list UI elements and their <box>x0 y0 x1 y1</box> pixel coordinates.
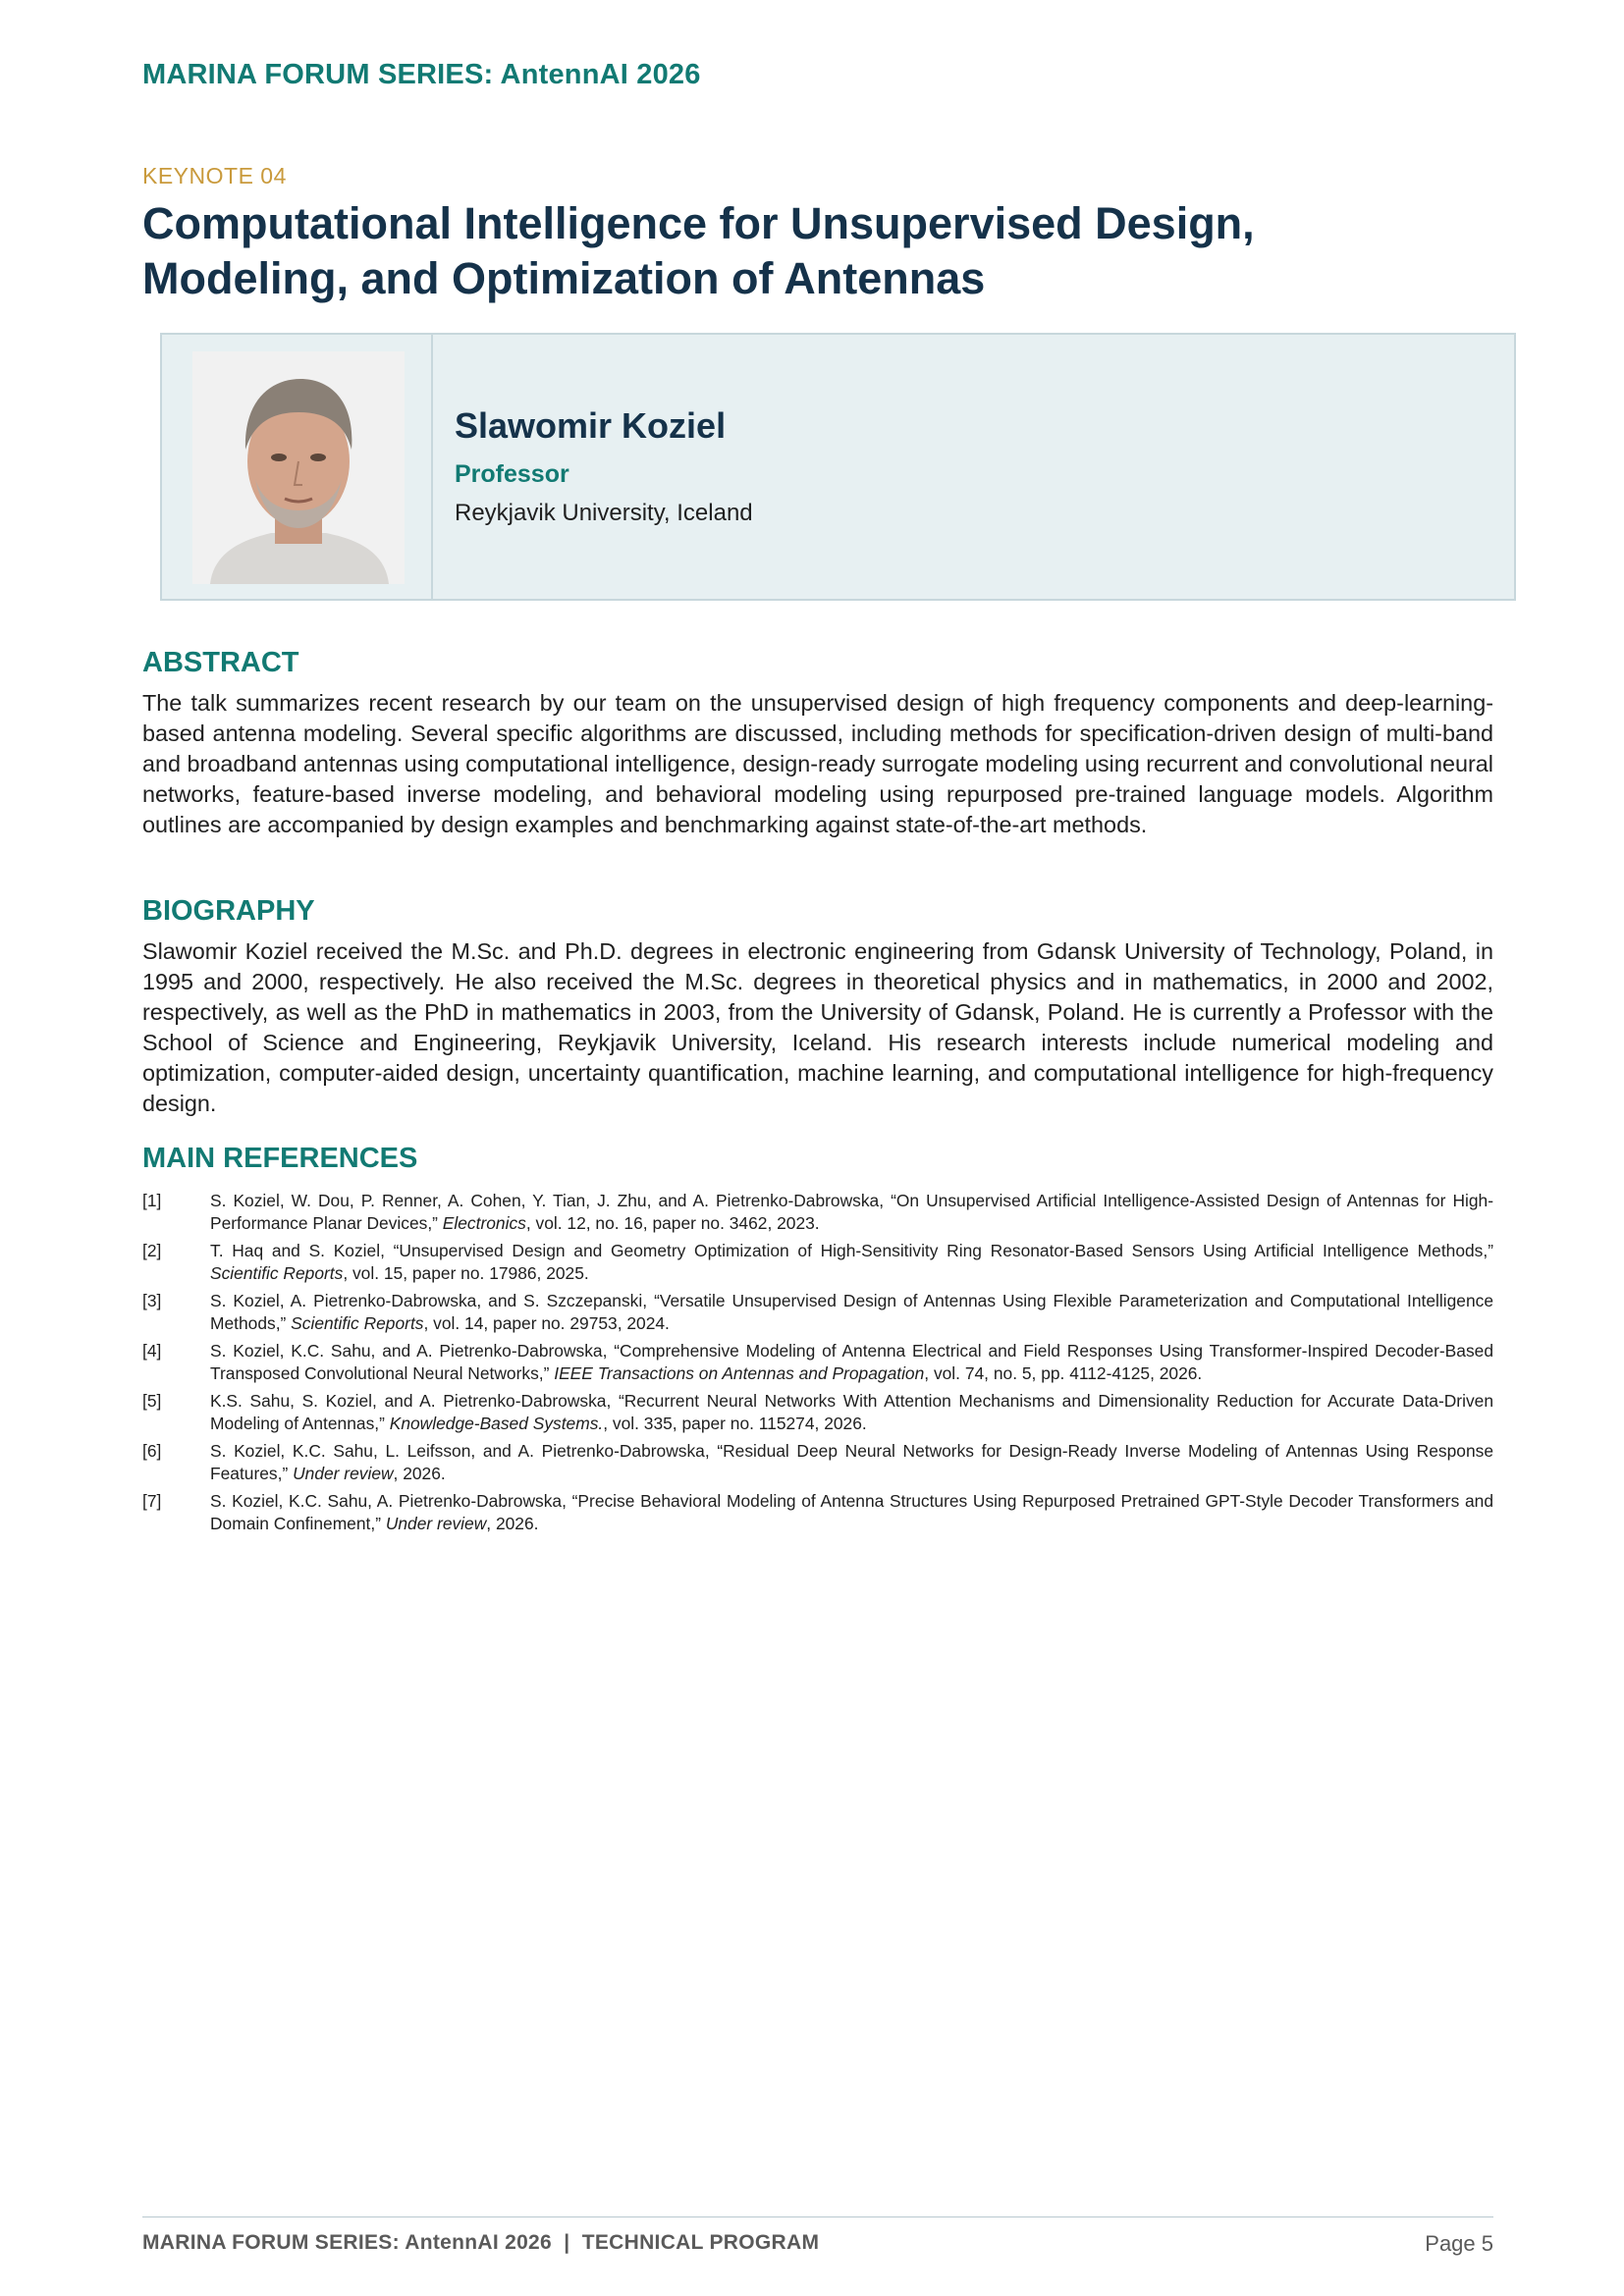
series-header: MARINA FORUM SERIES: AntennAI 2026 <box>142 59 701 90</box>
reference-venue: Under review <box>385 1514 487 1533</box>
footer-series: MARINA FORUM SERIES: AntennAI 2026 | TECHNICAL PROGRAM <box>142 2231 820 2254</box>
reference-venue: IEEE Transactions on Antennas and Propagation <box>554 1363 925 1383</box>
reference-citation: S. Koziel, K.C. Sahu, L. Leifsson, and A. Pietrenko-Dabrowska, “Residual Deep Neural Networks for Design-Ready Inverse Modeling of Antennas Using Response Features,” <box>210 1441 1493 1483</box>
reference-text <box>210 1490 1493 1535</box>
reference-citation: S. Koziel, K.C. Sahu, A. Pietrenko-Dabrowska, “Precise Behavioral Modeling of Antenna Structures Using Repurposed Pretrained GPT-Style Decoder Transformers and Domain Confinement,” <box>210 1491 1493 1533</box>
speaker-photo-cell <box>162 335 433 599</box>
biography-heading: BIOGRAPHY <box>142 895 315 927</box>
reference-item <box>142 1240 1493 1285</box>
speaker-card <box>160 333 1516 601</box>
reference-item <box>142 1440 1493 1485</box>
reference-text <box>210 1290 1493 1335</box>
reference-number: [4] <box>142 1341 162 1361</box>
reference-item <box>142 1390 1493 1435</box>
reference-citation: S. Koziel, W. Dou, P. Renner, A. Cohen, Y. Tian, J. Zhu, and A. Pietrenko-Dabrowska, “On Unsupervised Artificial Intelligence-Assisted Design of Antennas for High-Performance Planar Devices,” <box>210 1191 1493 1233</box>
reference-number: [2] <box>142 1241 162 1260</box>
reference-text <box>210 1390 1493 1435</box>
reference-number: [6] <box>142 1441 162 1461</box>
reference-citation: S. Koziel, A. Pietrenko-Dabrowska, and S. Szczepanski, “Versatile Unsupervised Design of Antennas Using Flexible Parameterization and Computational Intelligence Methods,” <box>210 1291 1493 1333</box>
reference-venue: Scientific Reports <box>210 1263 344 1283</box>
biography-text: Slawomir Koziel received the M.Sc. and Ph.D. degrees in electronic engineering from Gdansk University of Technology, Poland, in 1995 and 2000, respectively. He also received the M.Sc. degrees in theoretical physics and in mathematics, in 2000 and 2002, respectively, as well as the PhD in mathematics in 2003, from the University of Gdansk, Poland. He is currently a Professor with the School of Science and Engineering, Reykjavik University, Iceland. His research interests include numerical modeling and optimization, computer-aided design, uncertainty quantification, machine learning, and computational intelligence for high-frequency design. <box>142 938 1493 1116</box>
reference-venue: Scientific Reports <box>291 1313 424 1333</box>
reference-number: [7] <box>142 1491 162 1511</box>
reference-details: , vol. 335, paper no. 115274, 2026. <box>603 1414 867 1433</box>
reference-number: [1] <box>142 1191 162 1210</box>
reference-venue: Knowledge-Based Systems. <box>389 1414 604 1433</box>
speaker-photo <box>192 351 405 584</box>
references-heading: MAIN REFERENCES <box>142 1143 418 1174</box>
references-list <box>142 1190 1493 1540</box>
page-number: Page 5 <box>1425 2231 1493 2256</box>
keynote-label: KEYNOTE 04 <box>142 163 287 188</box>
speaker-photo-image <box>192 351 405 584</box>
reference-details: , vol. 14, paper no. 29753, 2024. <box>423 1313 670 1333</box>
reference-number: [5] <box>142 1391 162 1411</box>
reference-details: , vol. 12, no. 16, paper no. 3462, 2023. <box>525 1213 820 1233</box>
reference-text <box>210 1340 1493 1385</box>
footer-divider <box>142 2216 1493 2217</box>
talk-title: Computational Intelligence for Unsupervised Design, Modeling, and Optimization of Antennas <box>142 198 1255 303</box>
reference-venue: Under review <box>293 1464 394 1483</box>
abstract-text: The talk summarizes recent research by our team on the unsupervised design of high frequency components and deep-learning-based antenna modeling. Several specific algorithms are discussed, including methods for specification-driven design of multi-band and broadband antennas using computational intelligence, design-ready surrogate modeling using recurrent and convolutional neural networks, feature-based inverse modeling, and behavioral modeling using repurposed pre-trained language models. Algorithm outlines are accompanied by design examples and benchmarking against state-of-the-art methods. <box>142 690 1493 837</box>
reference-text <box>210 1240 1493 1285</box>
reference-number: [3] <box>142 1291 162 1310</box>
reference-citation: S. Koziel, K.C. Sahu, and A. Pietrenko-Dabrowska, “Comprehensive Modeling of Antenna Electrical and Field Responses Using Transformer-Inspired Decoder-Based Transposed Convolutional Neural Networks,” <box>210 1341 1493 1383</box>
abstract-heading: ABSTRACT <box>142 647 299 678</box>
reference-item <box>142 1340 1493 1385</box>
reference-citation: T. Haq and S. Koziel, “Unsupervised Design and Geometry Optimization of High-Sensitivity Ring Resonator-Based Sensors Using Artificial Intelligence Methods,” <box>210 1241 1493 1260</box>
speaker-affiliation: Reykjavik University, Iceland <box>455 500 753 526</box>
reference-text <box>210 1190 1493 1235</box>
reference-details: , 2026. <box>486 1514 539 1533</box>
reference-details: , 2026. <box>393 1464 446 1483</box>
reference-details: , vol. 15, paper no. 17986, 2025. <box>343 1263 589 1283</box>
reference-item <box>142 1190 1493 1235</box>
reference-item <box>142 1490 1493 1535</box>
reference-text <box>210 1440 1493 1485</box>
reference-venue: Electronics <box>442 1213 526 1233</box>
reference-item <box>142 1290 1493 1335</box>
reference-details: , vol. 74, no. 5, pp. 4112-4125, 2026. <box>924 1363 1203 1383</box>
speaker-role: Professor <box>455 460 569 488</box>
reference-citation: K.S. Sahu, S. Koziel, and A. Pietrenko-Dabrowska, “Recurrent Neural Networks With Attention Mechanisms and Dimensionality Reduction for Accurate Data-Driven Modeling of Antennas,” <box>210 1391 1493 1433</box>
speaker-name: Slawomir Koziel <box>455 405 727 446</box>
